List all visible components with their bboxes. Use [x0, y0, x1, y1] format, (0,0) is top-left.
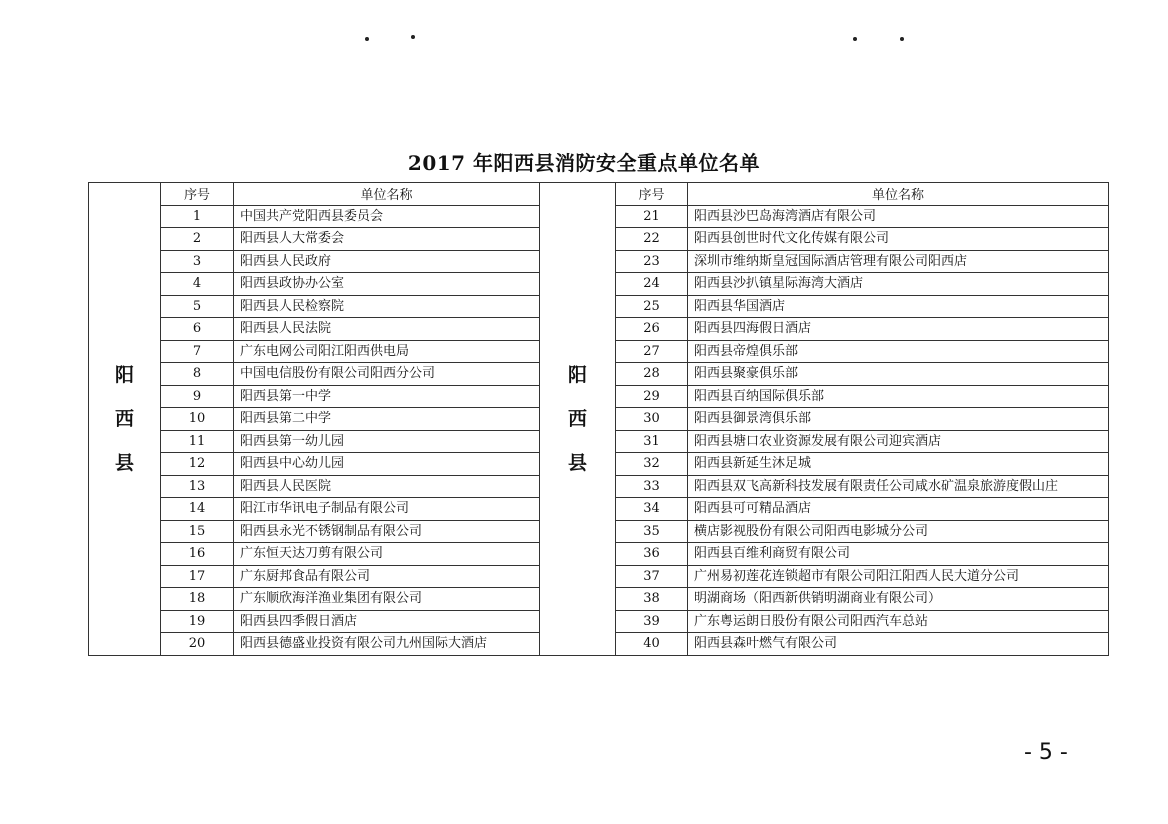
left-index-cell: 4 [161, 273, 234, 296]
scan-speck [900, 37, 904, 41]
right-index-cell: 25 [616, 295, 688, 318]
right-index-cell: 36 [616, 543, 688, 566]
left-name-cell: 阳西县人民医院 [234, 475, 540, 498]
scan-speck [853, 37, 857, 41]
left-index-cell: 12 [161, 453, 234, 476]
left-name-cell: 阳西县德盛业投资有限公司九州国际大酒店 [234, 633, 540, 656]
right-index-cell: 39 [616, 610, 688, 633]
left-name-cell: 阳西县人民检察院 [234, 295, 540, 318]
left-index-cell: 15 [161, 520, 234, 543]
right-name-cell: 阳西县御景湾俱乐部 [688, 408, 1109, 431]
right-name-cell: 阳西县百维利商贸有限公司 [688, 543, 1109, 566]
right-index-cell: 34 [616, 498, 688, 521]
right-index-cell: 26 [616, 318, 688, 341]
right-index-cell: 24 [616, 273, 688, 296]
right-name-cell: 阳西县塘口农业资源发展有限公司迎宾酒店 [688, 430, 1109, 453]
left-name-cell: 阳西县人民政府 [234, 250, 540, 273]
right-region-cell [540, 183, 616, 656]
name-header-right: 单位名称 [688, 183, 1109, 206]
left-index-cell: 5 [161, 295, 234, 318]
scan-speck [365, 37, 369, 41]
left-index-cell: 18 [161, 588, 234, 611]
left-index-cell: 10 [161, 408, 234, 431]
left-name-cell: 阳西县第二中学 [234, 408, 540, 431]
left-name-cell: 广东恒天达刀剪有限公司 [234, 543, 540, 566]
right-index-cell: 22 [616, 228, 688, 251]
right-name-cell: 深圳市维纳斯皇冠国际酒店管理有限公司阳西店 [688, 250, 1109, 273]
right-name-cell: 阳西县百纳国际俱乐部 [688, 385, 1109, 408]
right-name-cell: 广州易初莲花连锁超市有限公司阳江阳西人民大道分公司 [688, 565, 1109, 588]
right-name-cell: 横店影视股份有限公司阳西电影城分公司 [688, 520, 1109, 543]
right-index-cell: 23 [616, 250, 688, 273]
index-header-left: 序号 [161, 183, 234, 206]
left-index-cell: 7 [161, 340, 234, 363]
left-name-cell: 阳西县第一幼儿园 [234, 430, 540, 453]
right-index-cell: 37 [616, 565, 688, 588]
left-index-cell: 6 [161, 318, 234, 341]
right-name-cell: 阳西县四海假日酒店 [688, 318, 1109, 341]
left-index-cell: 13 [161, 475, 234, 498]
right-index-cell: 28 [616, 363, 688, 386]
left-index-cell: 19 [161, 610, 234, 633]
left-index-cell: 20 [161, 633, 234, 656]
right-index-cell: 29 [616, 385, 688, 408]
left-name-cell: 广东顺欣海洋渔业集团有限公司 [234, 588, 540, 611]
right-name-cell: 阳西县帝煌俱乐部 [688, 340, 1109, 363]
right-region-label: 阳西县 [567, 363, 587, 474]
right-index-cell: 33 [616, 475, 688, 498]
left-index-cell: 14 [161, 498, 234, 521]
right-name-cell: 阳西县可可精品酒店 [688, 498, 1109, 521]
left-name-cell: 中国电信股份有限公司阳西分公司 [234, 363, 540, 386]
left-index-cell: 8 [161, 363, 234, 386]
left-region-label: 阳西县 [114, 363, 134, 474]
name-header-left: 单位名称 [234, 183, 540, 206]
right-name-cell: 明湖商场（阳西新供销明湖商业有限公司） [688, 588, 1109, 611]
right-name-cell: 阳西县聚豪俱乐部 [688, 363, 1109, 386]
right-index-cell: 38 [616, 588, 688, 611]
right-index-cell: 30 [616, 408, 688, 431]
key-units-table [88, 182, 1109, 656]
left-index-cell: 11 [161, 430, 234, 453]
right-index-cell: 21 [616, 205, 688, 228]
left-name-cell: 阳江市华讯电子制品有限公司 [234, 498, 540, 521]
right-name-cell: 广东粤运朗日股份有限公司阳西汽车总站 [688, 610, 1109, 633]
left-name-cell: 阳西县中心幼儿园 [234, 453, 540, 476]
right-name-cell: 阳西县创世时代文化传媒有限公司 [688, 228, 1109, 251]
right-name-cell: 阳西县沙扒镇星际海湾大酒店 [688, 273, 1109, 296]
right-index-cell: 27 [616, 340, 688, 363]
table-header-row [89, 183, 1109, 206]
left-region-cell [89, 183, 161, 656]
right-name-cell: 阳西县华国酒店 [688, 295, 1109, 318]
right-name-cell: 阳西县新延生沐足城 [688, 453, 1109, 476]
left-name-cell: 广东厨邦食品有限公司 [234, 565, 540, 588]
left-index-cell: 9 [161, 385, 234, 408]
left-name-cell: 阳西县人大常委会 [234, 228, 540, 251]
left-index-cell: 1 [161, 205, 234, 228]
right-index-cell: 40 [616, 633, 688, 656]
left-name-cell: 中国共产党阳西县委员会 [234, 205, 540, 228]
left-name-cell: 阳西县永光不锈钢制品有限公司 [234, 520, 540, 543]
page-number: - 5 - [1024, 740, 1068, 765]
scan-speck [411, 35, 415, 39]
right-name-cell: 阳西县双飞高新科技发展有限责任公司咸水矿温泉旅游度假山庄 [688, 475, 1109, 498]
right-index-cell: 31 [616, 430, 688, 453]
left-index-cell: 2 [161, 228, 234, 251]
left-name-cell: 阳西县人民法院 [234, 318, 540, 341]
left-index-cell: 3 [161, 250, 234, 273]
right-name-cell: 阳西县沙巴岛海湾酒店有限公司 [688, 205, 1109, 228]
left-name-cell: 阳西县四季假日酒店 [234, 610, 540, 633]
left-index-cell: 16 [161, 543, 234, 566]
table-body [89, 183, 1109, 656]
left-name-cell: 阳西县第一中学 [234, 385, 540, 408]
index-header-right: 序号 [616, 183, 688, 206]
left-name-cell: 广东电网公司阳江阳西供电局 [234, 340, 540, 363]
page-title: 2017 年阳西县消防安全重点单位名单 [407, 151, 761, 175]
left-index-cell: 17 [161, 565, 234, 588]
right-name-cell: 阳西县森叶燃气有限公司 [688, 633, 1109, 656]
right-index-cell: 35 [616, 520, 688, 543]
left-name-cell: 阳西县政协办公室 [234, 273, 540, 296]
right-index-cell: 32 [616, 453, 688, 476]
